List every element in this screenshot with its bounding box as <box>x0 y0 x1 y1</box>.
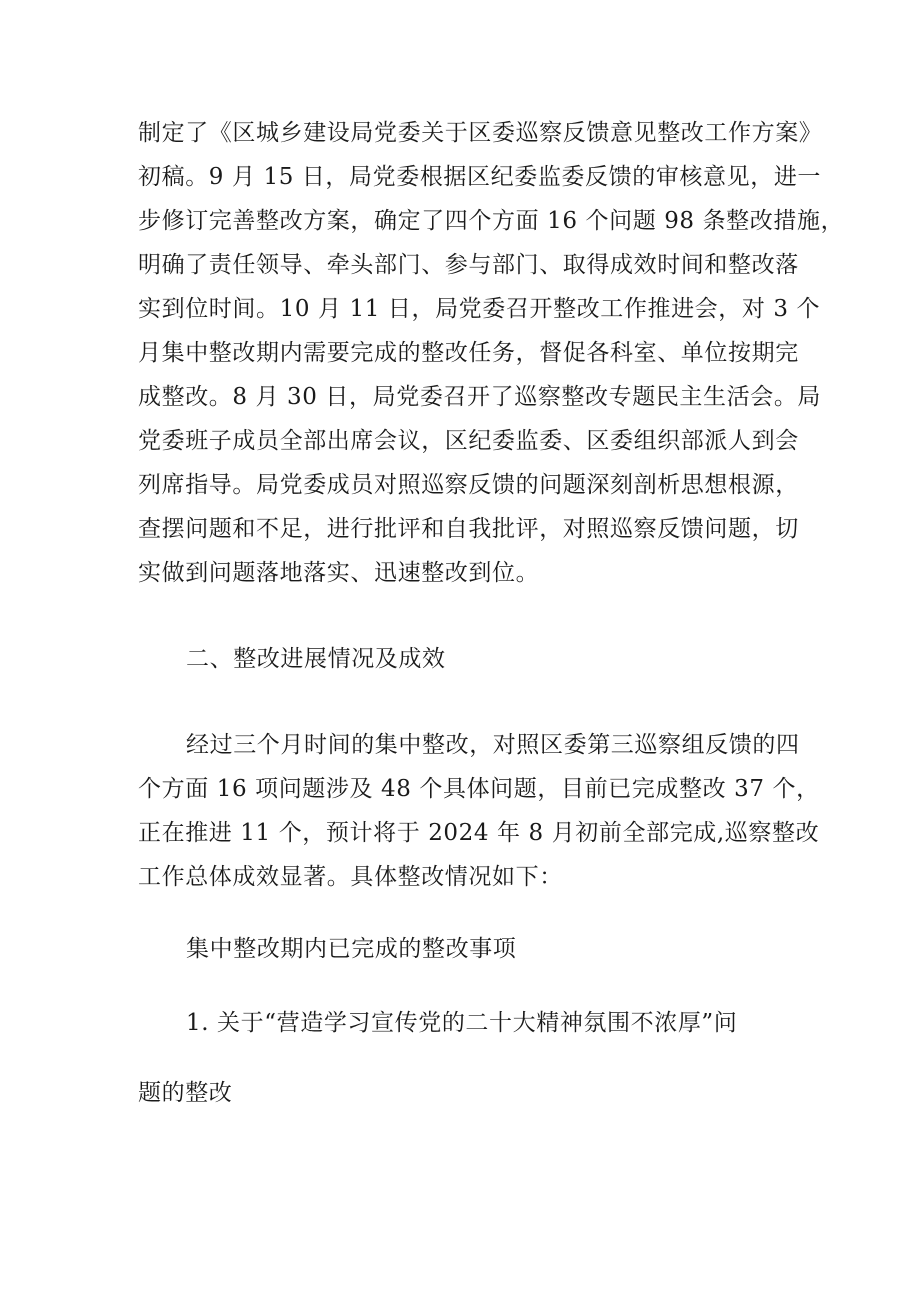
subheading: 集中整改期内已完成的整改事项 <box>186 936 517 962</box>
section-heading: 二、整改进展情况及成效 <box>186 646 446 672</box>
text-line: 个方面 16 项问题涉及 48 个具体问题，目前已完成整改 37 个， <box>138 776 820 802</box>
text-line: 初稿。9 月 15 日，局党委根据区纪委监委反馈的审核意见，进一 <box>138 164 822 190</box>
text-line: 经过三个月时间的集中整改，对照区委第三巡察组反馈的四 <box>186 732 800 758</box>
text-line: 实做到问题落地落实、迅速整改到位。 <box>138 560 540 586</box>
text-line: 实到位时间。10 月 11 日，局党委召开整改工作推进会，对 3 个 <box>138 296 821 322</box>
text-line: 月集中整改期内需要完成的整改任务，督促各科室、单位按期完 <box>138 340 799 366</box>
text-line: 党委班子成员全部出席会议，区纪委监委、区委组织部派人到会 <box>138 428 799 454</box>
item-heading-continuation: 题的整改 <box>138 1080 233 1106</box>
text-line: 制定了《区城乡建设局党委关于区委巡察反馈意见整改工作方案》 <box>138 120 823 146</box>
text-line: 成整改。8 月 30 日，局党委召开了巡察整改专题民主生活会。局 <box>138 384 822 410</box>
text-line: 列席指导。局党委成员对照巡察反馈的问题深刻剖析思想根源， <box>138 472 799 498</box>
text-line: 明确了责任领导、牵头部门、参与部门、取得成效时间和整改落 <box>138 252 799 278</box>
text-line: 工作总体成效显著。具体整改情况如下： <box>138 864 563 890</box>
text-line: 正在推进 11 个，预计将于 2024 年 8 月初前全部完成,巡察整改 <box>138 820 820 846</box>
item-heading: 1. 关于“营造学习宣传党的二十大精神氛围不浓厚”问 <box>186 1010 738 1036</box>
text-line: 步修订完善整改方案，确定了四个方面 16 个问题 98 条整改措施， <box>138 208 845 234</box>
text-line: 查摆问题和不足，进行批评和自我批评，对照巡察反馈问题，切 <box>138 516 799 542</box>
